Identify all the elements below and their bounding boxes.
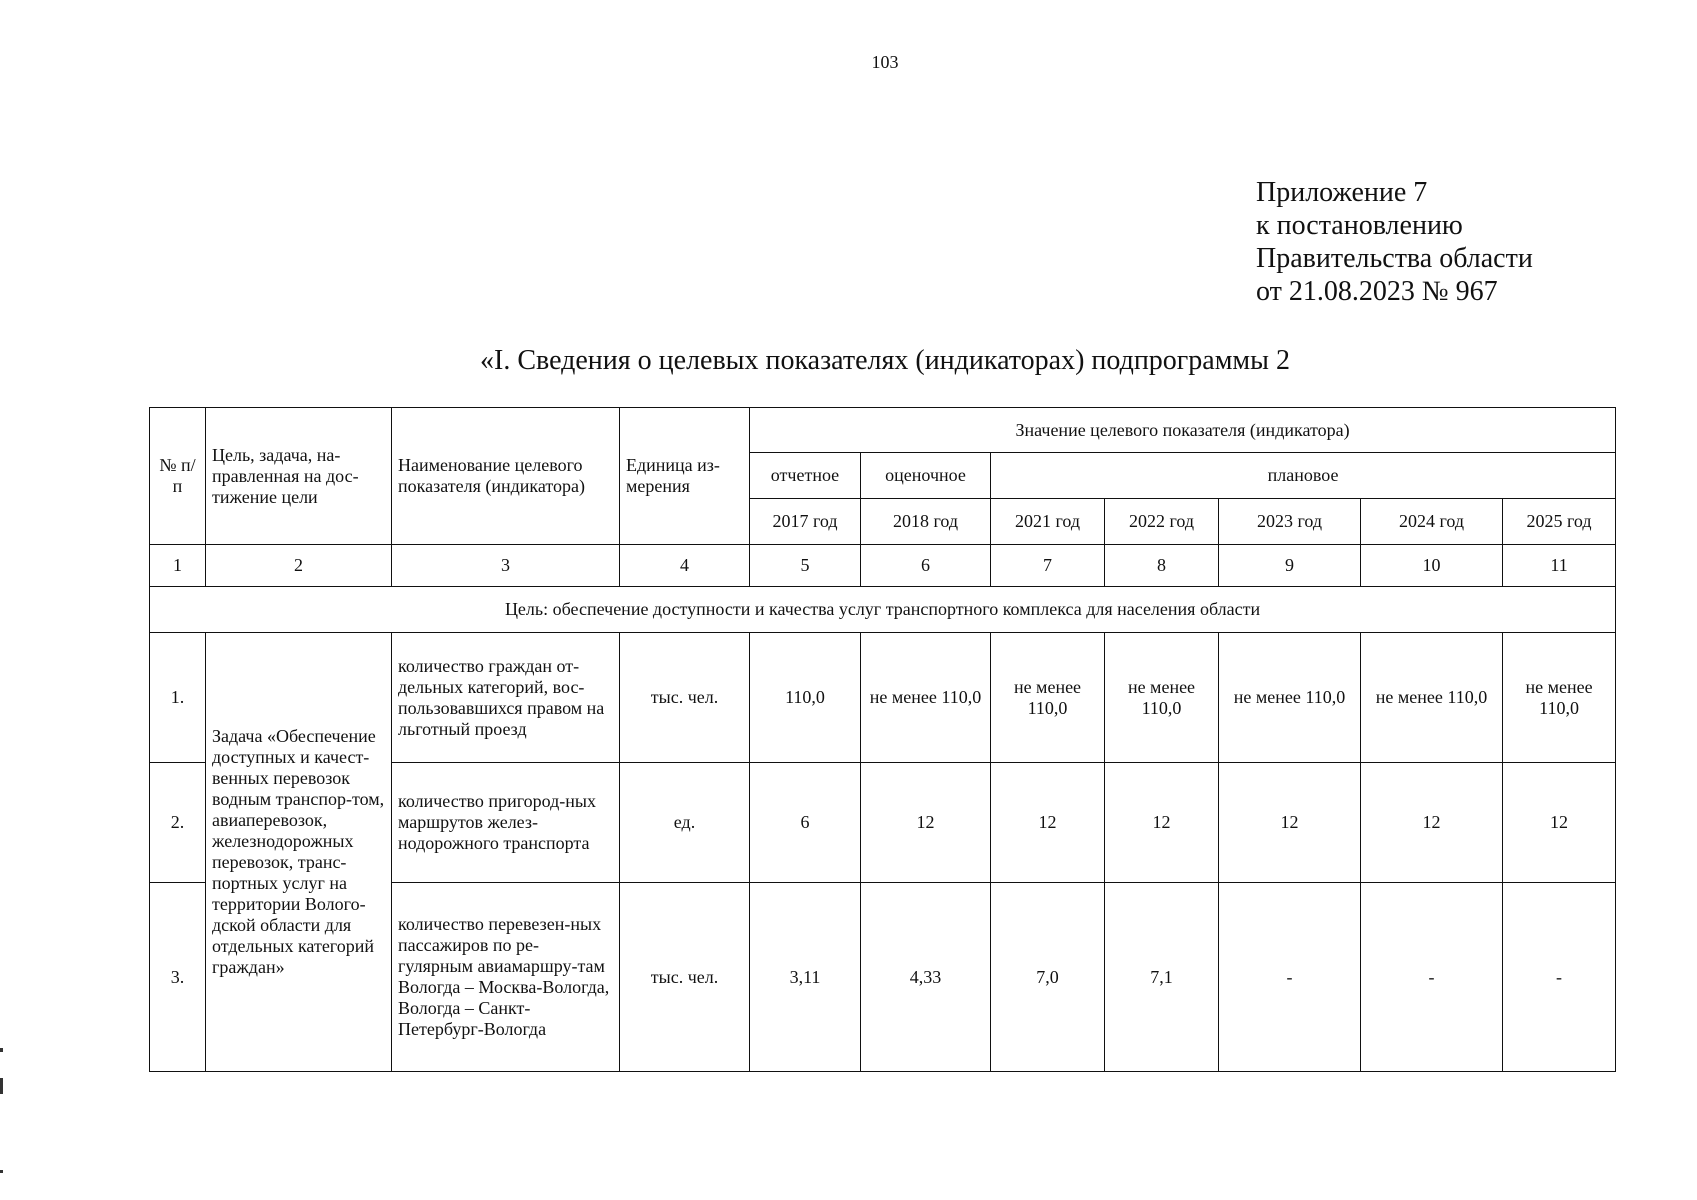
header-value: Значение целевого показателя (индикатора) <box>750 408 1616 453</box>
column-number: 10 <box>1361 545 1503 587</box>
indicator-value: 12 <box>861 763 991 883</box>
appendix-block <box>1256 176 1533 308</box>
header-year: 2021 год <box>991 499 1105 545</box>
column-number: 6 <box>861 545 991 587</box>
column-number: 8 <box>1105 545 1219 587</box>
indicator-value: не менее 110,0 <box>1105 633 1219 763</box>
column-number: 4 <box>620 545 750 587</box>
header-year: 2022 год <box>1105 499 1219 545</box>
indicator-value: - <box>1503 883 1616 1072</box>
indicator-value: 12 <box>1105 763 1219 883</box>
column-number: 3 <box>392 545 620 587</box>
header-planned: плановое <box>991 453 1616 499</box>
indicator-value: не менее 110,0 <box>1219 633 1361 763</box>
header-year: 2018 год <box>861 499 991 545</box>
indicator-value: не менее 110,0 <box>1361 633 1503 763</box>
header-year: 2025 год <box>1503 499 1616 545</box>
indicator-value: 6 <box>750 763 861 883</box>
indicator-value: не менее 110,0 <box>991 633 1105 763</box>
scan-margin-mark <box>0 1170 3 1173</box>
indicator-unit: тыс. чел. <box>620 633 750 763</box>
task-cell: Задача «Обеспечение доступных и качест-венных перевозок водным транспор-том, авиаперевозок, железнодорожных перевозок, транс-портных услуг на территории Волого-дской области для отдельных категорий граждан» <box>206 633 392 1072</box>
indicator-value: 12 <box>1219 763 1361 883</box>
indicator-name: количество пригород-ных маршрутов желез-нодорожного транспорта <box>392 763 620 883</box>
appendix-line: к постановлению <box>1256 210 1463 241</box>
header-num: № п/п <box>150 408 206 545</box>
header-estimated: оценочное <box>861 453 991 499</box>
appendix-line: от 21.08.2023 № 967 <box>1256 276 1498 307</box>
appendix-line: Приложение 7 <box>1256 177 1428 208</box>
column-number: 9 <box>1219 545 1361 587</box>
column-number: 11 <box>1503 545 1616 587</box>
header-unit: Единица из-мерения <box>620 408 750 545</box>
indicator-value: - <box>1361 883 1503 1072</box>
column-number: 7 <box>991 545 1105 587</box>
header-year: 2023 год <box>1219 499 1361 545</box>
indicator-value: 110,0 <box>750 633 861 763</box>
indicator-name: количество перевезен-ных пассажиров по ре-гулярным авиамаршру-там Вологда – Москва-Вологда, Вологда – Санкт-Петербург-Вологда <box>392 883 620 1072</box>
indicator-unit: ед. <box>620 763 750 883</box>
indicator-value: 7,1 <box>1105 883 1219 1072</box>
indicator-value: 12 <box>1503 763 1616 883</box>
column-number: 5 <box>750 545 861 587</box>
header-goal-task: Цель, задача, на-правленная на дос-тижение цели <box>206 408 392 545</box>
column-number: 1 <box>150 545 206 587</box>
scan-margin-mark <box>0 1078 3 1094</box>
header-reported: отчетное <box>750 453 861 499</box>
indicator-value: - <box>1219 883 1361 1072</box>
goal-row: Цель: обеспечение доступности и качества услуг транспортного комплекса для населения области <box>150 587 1616 633</box>
header-year: 2017 год <box>750 499 861 545</box>
header-indicator-name: Наименование целевого показателя (индикатора) <box>392 408 620 545</box>
indicator-value: 3,11 <box>750 883 861 1072</box>
indicator-value: не менее 110,0 <box>861 633 991 763</box>
row-number: 1. <box>150 633 206 763</box>
header-year: 2024 год <box>1361 499 1503 545</box>
row-number: 3. <box>150 883 206 1072</box>
indicator-value: 7,0 <box>991 883 1105 1072</box>
indicator-value: не менее 110,0 <box>1503 633 1616 763</box>
indicators-table <box>149 407 1616 1072</box>
document-title: «I. Сведения о целевых показателях (индикаторах) подпрограммы 2 <box>480 345 1290 376</box>
appendix-line: Правительства области <box>1256 243 1533 274</box>
column-number: 2 <box>206 545 392 587</box>
indicator-value: 12 <box>1361 763 1503 883</box>
indicator-value: 12 <box>991 763 1105 883</box>
scan-margin-mark <box>0 1048 3 1052</box>
indicator-value: 4,33 <box>861 883 991 1072</box>
page-number: 103 <box>871 52 899 72</box>
indicator-unit: тыс. чел. <box>620 883 750 1072</box>
row-number: 2. <box>150 763 206 883</box>
indicator-name: количество граждан от-дельных категорий, вос-пользовавшихся правом на льготный проезд <box>392 633 620 763</box>
